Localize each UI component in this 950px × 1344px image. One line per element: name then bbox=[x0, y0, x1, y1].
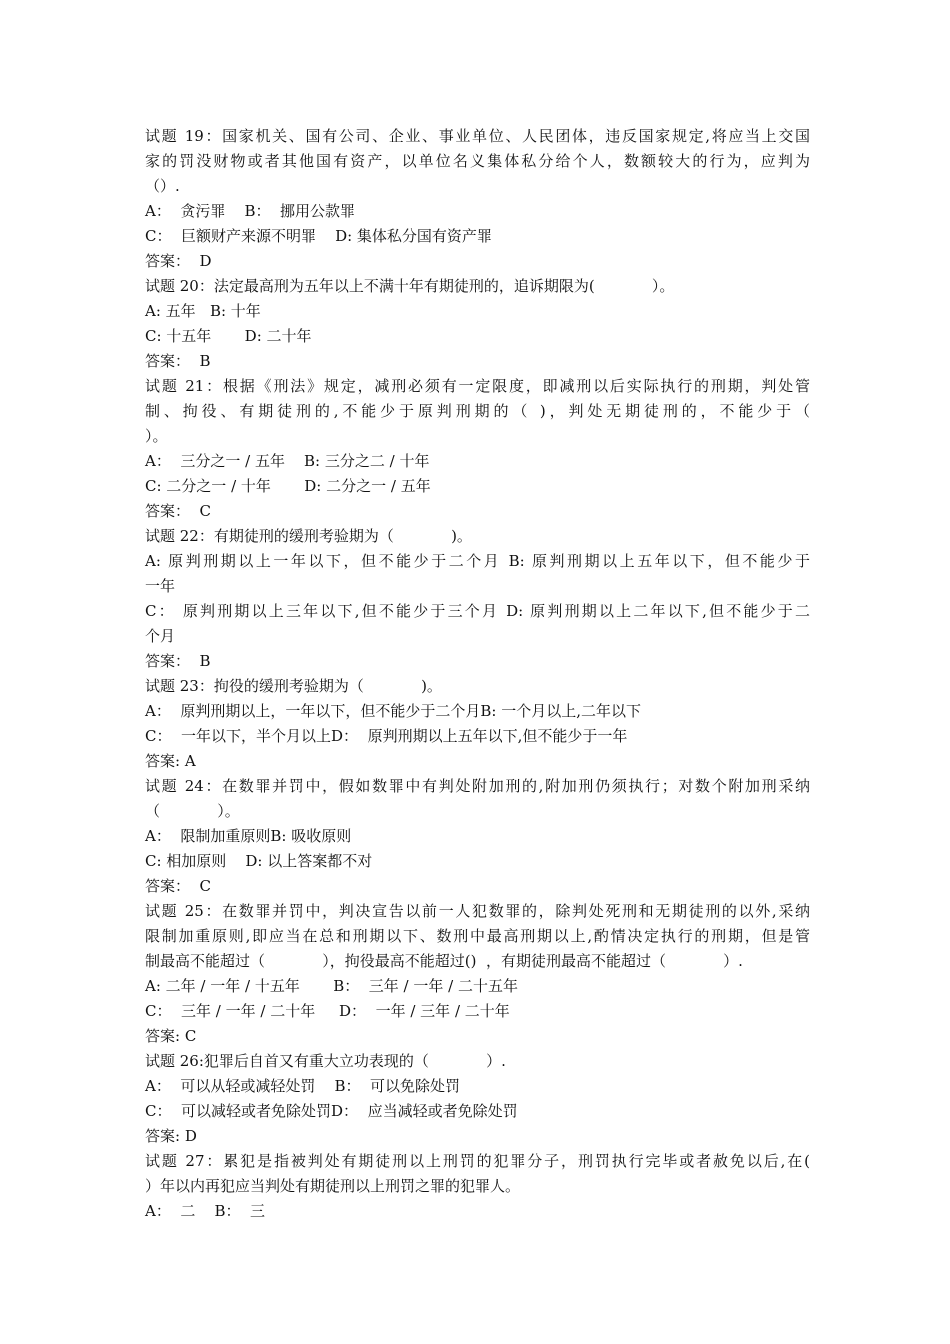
text-line: C： 原判刑期以上三年以下,但不能少于三个月 D: 原判刑期以上二年以下,但不能少于二 bbox=[145, 602, 810, 620]
text-line: 试题 23：拘役的缓刑考验期为（ )。 bbox=[145, 677, 442, 695]
text-line: A： 可以从轻或减轻处罚 B： 可以免除处罚 bbox=[145, 1077, 461, 1095]
text-line: A: 五年 B: 十年 bbox=[145, 302, 261, 320]
text-line: 答案： C bbox=[145, 877, 212, 895]
text-line: 试题 21：根据《刑法》规定，减刑必须有一定限度，即减刑以后实际执行的刑期，判处管 bbox=[145, 377, 810, 395]
text-line: A： 二 B： 三 bbox=[145, 1202, 266, 1220]
text-line: A： 限制加重原则B: 吸收原则 bbox=[145, 827, 352, 845]
text-line: C： 三年 / 一年 / 二十年 D： 一年 / 三年 / 二十年 bbox=[145, 1002, 510, 1020]
text-line: 试题 25：在数罪并罚中，判决宣告以前一人犯数罪的，除判处死刑和无期徒刑的以外,采纳 bbox=[145, 902, 810, 920]
text-line: （ ）。 bbox=[145, 802, 240, 820]
text-line: 一年 bbox=[145, 577, 176, 595]
text-line: 答案: A bbox=[145, 752, 196, 770]
text-line: C： 一年以下，半个月以上D： 原判刑期以上五年以下,但不能少于一年 bbox=[145, 727, 628, 745]
text-line: 答案： C bbox=[145, 502, 212, 520]
text-line: 答案： B bbox=[145, 652, 211, 670]
text-line: 试题 26:犯罪后自首又有重大立功表现的（ ）. bbox=[145, 1052, 506, 1070]
text-line: 家的罚没财物或者其他国有资产，以单位名义集体私分给个人，数额较大的行为，应判为 bbox=[145, 152, 810, 170]
text-line: 答案： B bbox=[145, 352, 211, 370]
text-line: 制、拘役、有期徒刑的,不能少于原判刑期的（ )，判处无期徒刑的，不能少于（ bbox=[145, 402, 810, 420]
text-line: A： 三分之一 / 五年 B: 三分之二 / 十年 bbox=[145, 452, 430, 470]
text-line: 限制加重原则,即应当在总和刑期以下、数刑中最高刑期以上,酌情决定执行的刑期，但是管 bbox=[145, 927, 810, 945]
text-line: 答案: D bbox=[145, 1127, 197, 1145]
text-line: 个月 bbox=[145, 627, 176, 645]
text-line: C： 可以减轻或者免除处罚D： 应当减轻或者免除处罚 bbox=[145, 1102, 518, 1120]
text-line: 试题 24：在数罪并罚中，假如数罪中有判处附加刑的,附加刑仍须执行；对数个附加刑采纳 bbox=[145, 777, 810, 795]
text-line: 试题 20：法定最高刑为五年以上不满十年有期徒刑的，追诉期限为( ）。 bbox=[145, 277, 675, 295]
text-line: A： 贪污罪 B： 挪用公款罪 bbox=[145, 202, 356, 220]
text-line: ）。 bbox=[145, 427, 168, 445]
text-line: A： 原判刑期以上，一年以下，但不能少于二个月B: 一个月以上,二年以下 bbox=[145, 702, 641, 720]
text-line: 制最高不能超过（ ），拘役最高不能超过() ，有期徒刑最高不能超过（ ）. bbox=[145, 952, 743, 970]
text-line: C: 二分之一 / 十年 D: 二分之一 / 五年 bbox=[145, 477, 431, 495]
text-line: ）年以内再犯应当判处有期徒刑以上刑罚之罪的犯罪人。 bbox=[145, 1177, 521, 1195]
text-line: C: 十五年 D: 二十年 bbox=[145, 327, 312, 345]
text-line: 试题 22：有期徒刑的缓刑考验期为（ )。 bbox=[145, 527, 472, 545]
document-body bbox=[145, 124, 810, 1224]
text-line: A: 原判刑期以上一年以下，但不能少于二个月 B: 原判刑期以上五年以下，但不能少于 bbox=[145, 552, 810, 570]
text-line: C： 巨额财产来源不明罪 D: 集体私分国有资产罪 bbox=[145, 227, 492, 245]
text-line: （）. bbox=[145, 177, 180, 195]
text-line: C: 相加原则 D: 以上答案都不对 bbox=[145, 852, 373, 870]
text-line: A: 二年 / 一年 / 十五年 B： 三年 / 一年 / 二十五年 bbox=[145, 977, 518, 995]
text-line: 答案: C bbox=[145, 1027, 197, 1045]
text-line: 试题 27：累犯是指被判处有期徒刑以上刑罚的犯罪分子，刑罚执行完毕或者赦免以后,在( bbox=[145, 1152, 810, 1170]
text-line: 试题 19：国家机关、国有公司、企业、事业单位、人民团体，违反国家规定,将应当上交国 bbox=[145, 127, 810, 145]
text-line: 答案： D bbox=[145, 252, 212, 270]
